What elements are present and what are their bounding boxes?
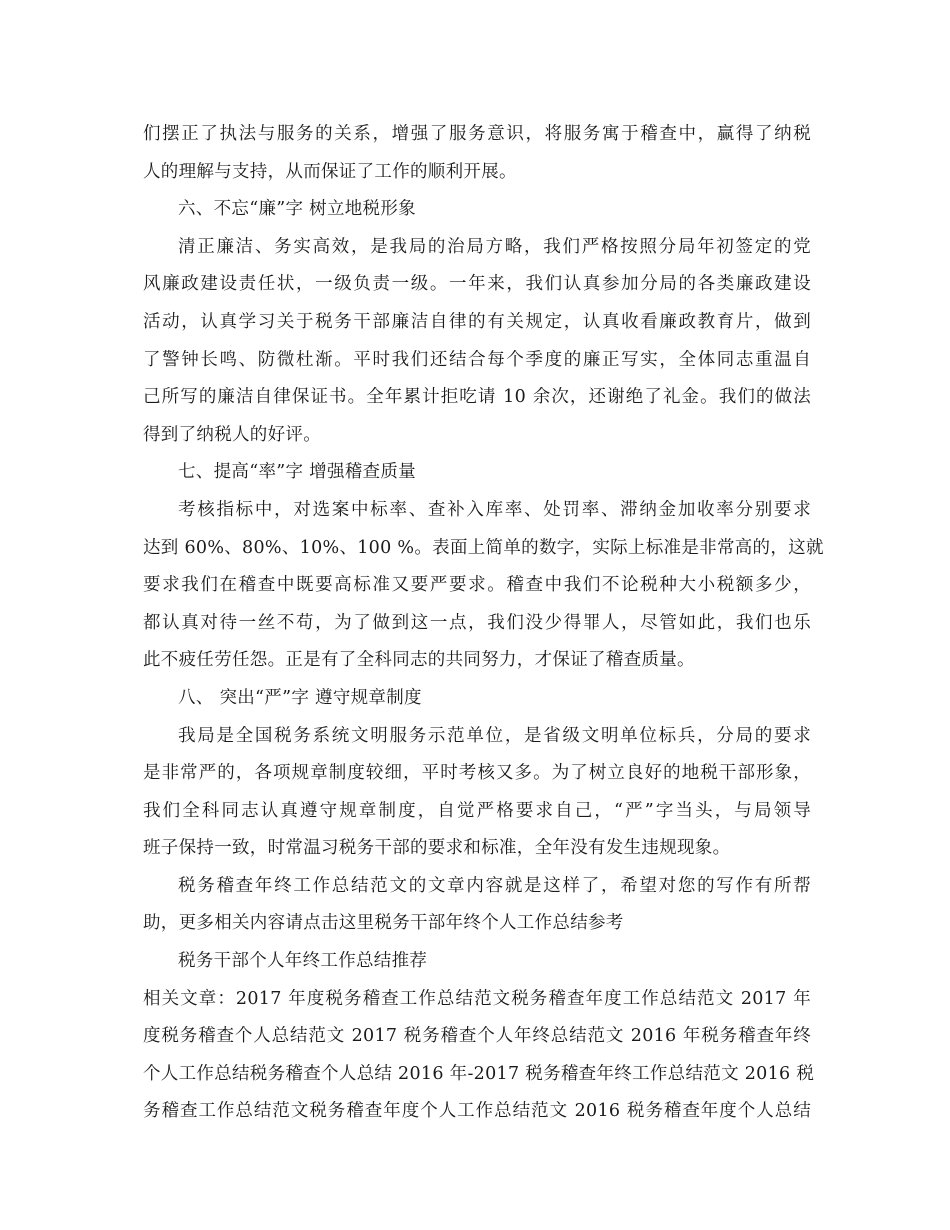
paragraph-line: 班子保持一致，时常温习税务干部的要求和标准，全年没有发生违规现象。	[143, 838, 731, 859]
paragraph-line: 得到了纳税人的好评。	[143, 424, 321, 445]
section-heading: 八、 突出“严”字 遵守规章制度	[178, 687, 422, 708]
paragraph-line: 是非常严的，各项规章制度较细，平时考核又多。为了树立良好的地税干部形象，	[143, 763, 811, 784]
paragraph-line: 清正廉洁、务实高效，是我局的治局方略，我们严格按照分局年初签定的党	[178, 236, 811, 257]
paragraph-line: 己所写的廉洁自律保证书。全年累计拒吃请 10 余次，还谢绝了礼金。我们的做法	[143, 387, 811, 408]
paragraph-line: 助，更多相关内容请点击这里税务干部年终个人工作总结参考	[143, 913, 624, 934]
related-articles-line: 个人工作总结税务稽查个人总结 2016 年-2017 税务稽查年终工作总结范文 2016 税	[143, 1063, 815, 1084]
paragraph-line: 税务干部个人年终工作总结推荐	[178, 951, 428, 972]
paragraph-line: 考核指标中，对选案中标率、查补入库率、处罚率、滞纳金加收率分别要求	[178, 499, 811, 520]
paragraph-line: 人的理解与支持，从而保证了工作的顺利开展。	[143, 161, 517, 182]
paragraph-line: 税务稽查年终工作总结范文的文章内容就是这样了，希望对您的写作有所帮	[178, 875, 811, 896]
paragraph-line: 了警钟长鸣、防微杜渐。平时我们还结合每个季度的廉正写实，全体同志重温自	[143, 349, 811, 370]
related-articles-line: 度税务稽查个人总结范文 2017 税务稽查个人年终总结范文 2016 年税务稽查年终	[143, 1026, 811, 1047]
paragraph-line: 我们全科同志认真遵守规章制度，自觉严格要求自己，“严”字当头，与局领导	[143, 800, 811, 821]
paragraph-line: 们摆正了执法与服务的关系，增强了服务意识，将服务寓于稽查中，赢得了纳税	[143, 124, 811, 144]
section-heading: 六、不忘“廉”字 树立地税形象	[178, 199, 416, 220]
related-articles-line: 务稽查工作总结范文税务稽查年度个人工作总结范文 2016 税务稽查年度个人总结	[143, 1101, 811, 1122]
paragraph-line: 我局是全国税务系统文明服务示范单位，是省级文明单位标兵，分局的要求	[178, 725, 811, 746]
document-body	[143, 116, 824, 1131]
paragraph-line: 活动，认真学习关于税务干部廉洁自律的有关规定，认真收看廉政教育片，做到	[143, 311, 811, 332]
paragraph-line: 此不疲任劳任怨。正是有了全科同志的共同努力，才保证了稽查质量。	[143, 650, 695, 671]
paragraph-line: 风廉政建设责任状，一级负责一级。一年来，我们认真参加分局的各类廉政建设	[143, 274, 811, 295]
paragraph-line: 达到 60%、80%、10%、100 %。表面上简单的数字，实际上标准是非常高的，这就	[143, 537, 824, 558]
paragraph-line: 要求我们在稽查中既要高标准又要严要求。稽查中我们不论税种大小税额多少，	[143, 575, 811, 596]
paragraph-line: 都认真对待一丝不苟，为了做到这一点，我们没少得罪人，尽管如此，我们也乐	[143, 612, 811, 633]
section-heading: 七、提高“率”字 增强稽查质量	[178, 462, 416, 483]
related-articles-line: 相关文章：2017 年度税务稽查工作总结范文税务稽查年度工作总结范文 2017 年	[143, 988, 811, 1009]
